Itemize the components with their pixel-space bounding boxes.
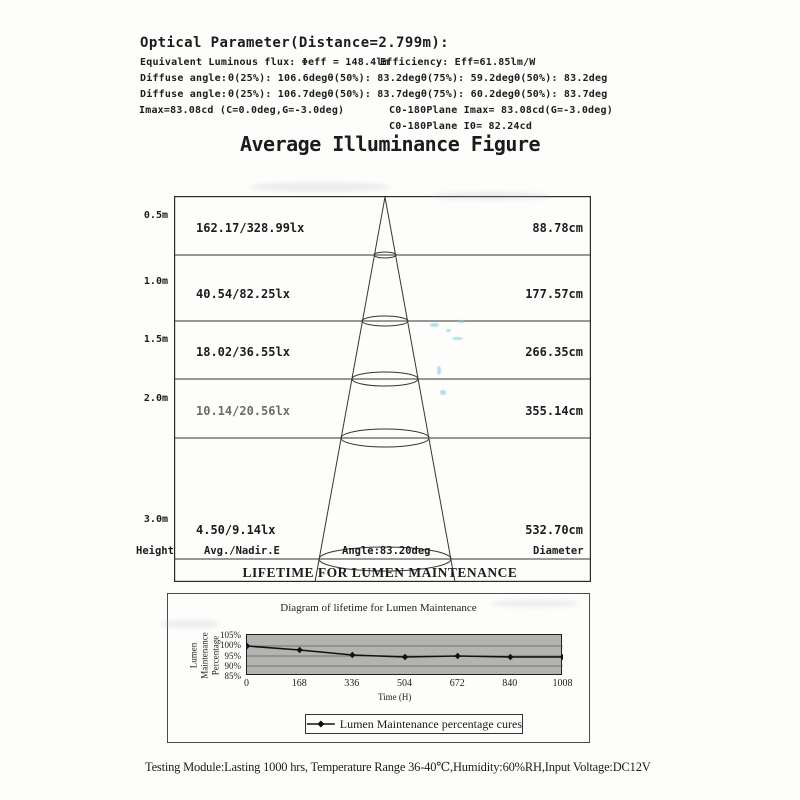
legend-series-label: Lumen Maintenance percentage cures <box>339 716 522 731</box>
efficiency-value: Efficiency: Eff=61.85lm/W <box>380 57 536 68</box>
scan-smudge-artifact <box>160 620 220 628</box>
x-tick-label: 168 <box>291 678 307 689</box>
lumen-maintenance-chart <box>167 593 590 743</box>
pen-speck-artifact <box>458 320 465 323</box>
avg-nadir-value: 18.02/36.55lx <box>196 345 290 359</box>
scan-smudge-artifact <box>490 600 580 607</box>
imax-value: Imax=83.08cd (C=0.0deg,G=-3.0deg) <box>139 105 345 116</box>
y-tick-label: 105% <box>220 630 241 640</box>
pen-speck-artifact <box>440 390 446 395</box>
diffuse-angle-values-1: θ(25%): 106.6degθ(50%): 83.2degθ(75%): 59.2degθ(50%): 83.2deg <box>228 73 608 84</box>
diameter-value: 266.35cm <box>525 345 583 359</box>
pen-speck-artifact <box>452 337 463 340</box>
chart-y-axis-title: Lumen Maintenance Percentage <box>188 632 221 679</box>
diffuse-angle-values-2: θ(25%): 106.7degθ(50%): 83.7degθ(75%): 60.2degθ(50%): 83.7deg <box>228 89 608 100</box>
height-label: 1.5m <box>143 334 168 345</box>
column-header-diameter: Diameter <box>533 545 584 557</box>
x-tick-label: 0 <box>244 678 249 689</box>
illuminance-figure-title: Average Illuminance Figure <box>239 132 541 156</box>
pen-speck-artifact <box>437 366 441 375</box>
diameter-value: 532.70cm <box>525 523 583 537</box>
pen-speck-artifact <box>446 329 451 332</box>
avg-nadir-value: 10.14/20.56lx <box>196 404 290 418</box>
column-header-avg: Avg./Nadir.E <box>204 545 280 557</box>
testing-conditions-note: Testing Module:Lasting 1000 hrs, Temperature Range 36-40℃,Humidity:60%RH,Input Voltage:DC12V <box>145 760 651 774</box>
c0-180-imax-value: C0-180Plane Imax= 83.08cd(G=-3.0deg) <box>389 105 613 116</box>
y-tick-label: 85% <box>224 671 241 681</box>
x-tick-label: 1008 <box>552 678 573 689</box>
optical-parameters-title: Optical Parameter(Distance=2.799m): <box>140 35 450 51</box>
chart-legend <box>305 714 523 734</box>
series-point-marker <box>296 647 302 653</box>
chart-title: Diagram of lifetime for Lumen Maintenance <box>280 602 477 614</box>
c0-180-i0-value: C0-180Plane I0= 82.24cd <box>389 121 533 132</box>
column-header-height: Height <box>136 545 174 557</box>
diameter-value: 355.14cm <box>525 404 583 418</box>
luminous-flux-value: Equivalent Luminous flux: Φeff = 148.4lm <box>140 57 389 68</box>
series-point-marker <box>507 654 513 660</box>
diameter-value: 177.57cm <box>525 287 583 301</box>
scan-smudge-artifact <box>430 192 550 200</box>
series-point-marker <box>454 653 460 659</box>
diameter-value: 88.78cm <box>532 221 583 235</box>
x-tick-label: 672 <box>449 678 465 689</box>
pen-speck-artifact <box>430 323 439 327</box>
chart-series-svg <box>247 635 563 676</box>
height-label: 0.5m <box>143 210 168 221</box>
beam-angle-value: Angle:83.20deg <box>342 545 431 557</box>
x-tick-label: 504 <box>397 678 412 689</box>
series-point-marker <box>560 654 563 660</box>
legend-marker-icon <box>306 719 336 729</box>
scan-smudge-artifact <box>250 182 390 192</box>
series-point-marker <box>402 654 408 660</box>
y-tick-label: 95% <box>224 650 241 661</box>
y-tick-label: 90% <box>224 660 241 671</box>
x-tick-label: 840 <box>502 678 518 689</box>
chart-plot-area <box>246 634 562 675</box>
height-label: 2.0m <box>143 393 168 404</box>
chart-x-axis-title: Time (H) <box>378 692 412 702</box>
avg-nadir-value: 40.54/82.25lx <box>196 287 290 301</box>
y-tick-label: 100% <box>220 640 241 651</box>
avg-nadir-value: 162.17/328.99lx <box>196 221 305 235</box>
diffuse-angle-label-1: Diffuse angle: <box>140 73 228 84</box>
series-point-marker <box>349 652 355 658</box>
diffuse-angle-label-2: Diffuse angle: <box>140 89 228 100</box>
lifetime-section-heading: LIFETIME FOR LUMEN MAINTENANCE <box>242 565 518 580</box>
height-label: 1.0m <box>143 276 168 287</box>
x-tick-label: 336 <box>344 678 360 689</box>
height-label: 3.0m <box>143 514 168 525</box>
series-point-marker <box>247 643 250 649</box>
avg-nadir-value: 4.50/9.14lx <box>196 523 276 537</box>
